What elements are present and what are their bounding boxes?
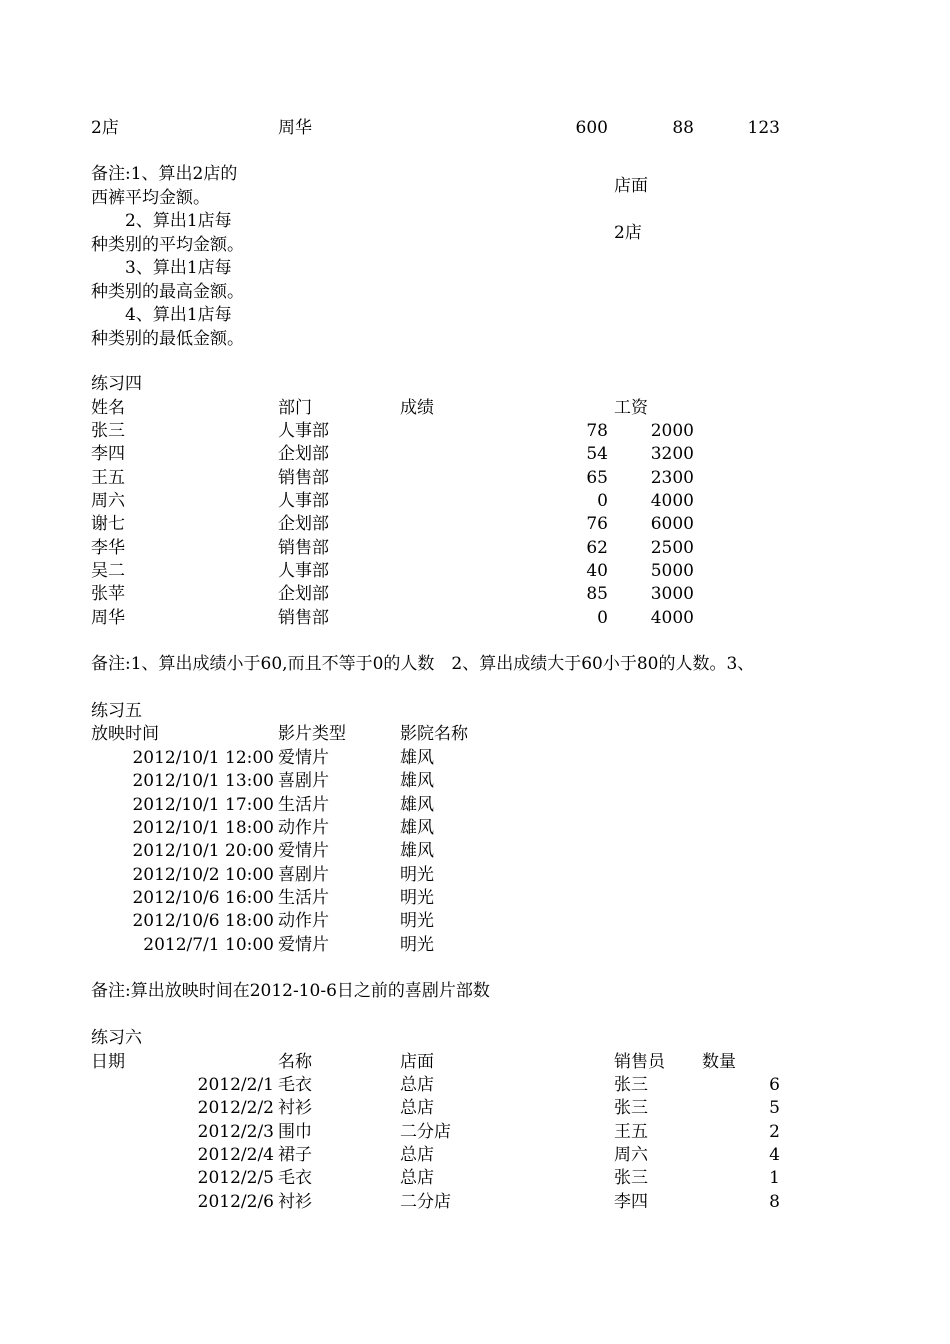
note-1-line: 4、算出1店每 [91, 305, 232, 325]
ex4-cell-score: 76 [586, 514, 608, 534]
ex4-header-name: 姓名 [91, 398, 125, 418]
ex6-cell-qty: 5 [769, 1098, 780, 1118]
ex4-cell-salary: 3200 [650, 444, 694, 464]
ex4-cell-name: 张三 [91, 421, 125, 441]
ex5-cell-type: 爱情片 [278, 935, 329, 955]
ex6-cell-seller: 李四 [614, 1192, 648, 1212]
ex4-cell-dept: 企划部 [278, 584, 329, 604]
ex5-cell-time: 2012/10/1 17:00 [132, 795, 274, 815]
ex6-cell-seller: 周六 [614, 1145, 648, 1165]
ex4-cell-name: 张苹 [91, 584, 125, 604]
ex4-cell-dept: 销售部 [278, 608, 329, 628]
ex6-cell-date: 2012/2/1 [197, 1075, 274, 1095]
ex5-cell-cinema: 雄风 [400, 795, 434, 815]
ex6-header-qty: 数量 [702, 1052, 736, 1072]
ex5-cell-type: 动作片 [278, 818, 329, 838]
ex5-cell-cinema: 雄风 [400, 841, 434, 861]
ex6-cell-qty: 2 [769, 1122, 780, 1142]
ex5-cell-time: 2012/10/2 10:00 [132, 865, 274, 885]
ex5-note: 备注:算出放映时间在2012-10-6日之前的喜剧片部数 [91, 981, 490, 1001]
ex5-cell-type: 生活片 [278, 795, 329, 815]
ex5-title: 练习五 [91, 701, 142, 721]
ex6-cell-qty: 8 [769, 1192, 780, 1212]
ex4-cell-salary: 4000 [650, 608, 694, 628]
note-1-line: 种类别的平均金额。 [91, 234, 244, 255]
top-row-value-1: 600 [575, 118, 608, 138]
ex5-cell-type: 喜剧片 [278, 771, 329, 791]
ex4-cell-score: 0 [597, 491, 608, 511]
ex4-cell-salary: 2000 [650, 421, 694, 441]
ex6-cell-qty: 6 [769, 1075, 780, 1095]
ex4-cell-score: 85 [586, 584, 608, 604]
ex6-header-item: 名称 [278, 1052, 312, 1072]
ex4-cell-salary: 6000 [650, 514, 694, 534]
note-1-line: 西裤平均金额。 [91, 187, 210, 208]
ex4-cell-salary: 5000 [650, 561, 694, 581]
note-1-line: 种类别的最低金额。 [91, 328, 244, 349]
ex4-cell-name: 李四 [91, 444, 125, 464]
ex5-cell-time: 2012/10/1 13:00 [132, 771, 274, 791]
ex5-cell-time: 2012/10/6 16:00 [132, 888, 274, 908]
ex5-cell-type: 爱情片 [278, 841, 329, 861]
ex5-cell-type: 喜剧片 [278, 865, 329, 885]
ex4-title: 练习四 [91, 374, 142, 394]
ex6-header-date: 日期 [91, 1052, 125, 1072]
ex4-cell-dept: 企划部 [278, 444, 329, 464]
ex4-cell-score: 54 [586, 444, 608, 464]
ex5-cell-cinema: 雄风 [400, 748, 434, 768]
ex6-title: 练习六 [91, 1028, 142, 1048]
top-row-value-2: 88 [672, 118, 694, 138]
criteria-header: 店面 [614, 176, 648, 196]
ex4-cell-name: 谢七 [91, 514, 125, 534]
note-1-line: 3、算出1店每 [91, 258, 232, 278]
criteria-value: 2店 [614, 223, 642, 243]
ex6-cell-item: 毛衣 [278, 1075, 312, 1095]
note-1-line: 备注:1、算出2店的 [91, 164, 238, 184]
ex5-cell-cinema: 雄风 [400, 818, 434, 838]
ex5-cell-time: 2012/10/1 20:00 [132, 841, 274, 861]
note-1-line: 2、算出1店每 [91, 211, 232, 231]
ex6-cell-date: 2012/2/3 [197, 1122, 274, 1142]
note-1-line: 种类别的最高金额。 [91, 281, 244, 302]
ex6-cell-seller: 张三 [614, 1098, 648, 1118]
ex4-cell-score: 65 [586, 468, 608, 488]
ex4-cell-score: 78 [586, 421, 608, 441]
ex5-cell-time: 2012/10/1 12:00 [132, 748, 274, 768]
ex6-cell-date: 2012/2/6 [197, 1192, 274, 1212]
ex4-cell-name: 吴二 [91, 561, 125, 581]
ex4-cell-name: 李华 [91, 538, 125, 558]
ex4-cell-score: 40 [586, 561, 608, 581]
ex4-cell-salary: 2500 [650, 538, 694, 558]
ex4-header-dept: 部门 [278, 398, 312, 418]
ex6-cell-store: 二分店 [400, 1122, 451, 1142]
ex6-cell-store: 总店 [400, 1075, 434, 1095]
ex6-header-seller: 销售员 [614, 1052, 665, 1072]
ex5-cell-type: 动作片 [278, 911, 329, 931]
ex4-cell-dept: 人事部 [278, 421, 329, 441]
ex4-cell-salary: 2300 [650, 468, 694, 488]
ex5-cell-cinema: 明光 [400, 865, 434, 885]
ex6-cell-qty: 4 [769, 1145, 780, 1165]
ex6-cell-item: 衬衫 [278, 1192, 312, 1212]
ex4-cell-score: 0 [597, 608, 608, 628]
ex5-cell-cinema: 明光 [400, 888, 434, 908]
ex4-cell-name: 王五 [91, 468, 125, 488]
top-row-value-3: 123 [747, 118, 780, 138]
ex6-cell-store: 总店 [400, 1145, 434, 1165]
top-row-person: 周华 [278, 118, 312, 138]
ex6-cell-item: 衬衫 [278, 1098, 312, 1118]
note-1-block [91, 163, 263, 351]
ex6-cell-seller: 王五 [614, 1122, 648, 1142]
ex6-cell-date: 2012/2/5 [197, 1168, 274, 1188]
ex5-header-cinema: 影院名称 [400, 724, 468, 744]
ex4-header-salary: 工资 [614, 398, 648, 418]
ex4-cell-dept: 人事部 [278, 491, 329, 511]
ex4-cell-salary: 3000 [650, 584, 694, 604]
ex6-cell-item: 围巾 [278, 1122, 312, 1142]
ex5-cell-cinema: 明光 [400, 911, 434, 931]
ex4-cell-dept: 销售部 [278, 538, 329, 558]
ex6-cell-date: 2012/2/4 [197, 1145, 274, 1165]
top-row-store: 2店 [91, 118, 119, 138]
ex5-cell-time: 2012/7/1 10:00 [143, 935, 274, 955]
ex6-cell-store: 总店 [400, 1098, 434, 1118]
ex4-cell-dept: 企划部 [278, 514, 329, 534]
ex5-cell-cinema: 明光 [400, 935, 434, 955]
ex6-cell-store: 总店 [400, 1168, 434, 1188]
ex4-header-score: 成绩 [400, 398, 434, 418]
ex5-cell-time: 2012/10/6 18:00 [132, 911, 274, 931]
ex6-header-store: 店面 [400, 1052, 434, 1072]
ex6-cell-item: 毛衣 [278, 1168, 312, 1188]
ex4-note: 备注:1、算出成绩小于60,而且不等于0的人数 2、算出成绩大于60小于80的人数。3、 [91, 654, 755, 674]
ex6-cell-item: 裙子 [278, 1145, 312, 1165]
ex4-cell-salary: 4000 [650, 491, 694, 511]
ex5-cell-type: 生活片 [278, 888, 329, 908]
ex5-cell-cinema: 雄风 [400, 771, 434, 791]
ex4-cell-name: 周华 [91, 608, 125, 628]
ex4-cell-dept: 人事部 [278, 561, 329, 581]
ex5-header-time: 放映时间 [91, 724, 159, 744]
ex5-cell-time: 2012/10/1 18:00 [132, 818, 274, 838]
ex5-cell-type: 爱情片 [278, 748, 329, 768]
ex5-header-type: 影片类型 [278, 724, 346, 744]
ex6-cell-store: 二分店 [400, 1192, 451, 1212]
ex4-cell-dept: 销售部 [278, 468, 329, 488]
ex4-cell-name: 周六 [91, 491, 125, 511]
ex4-cell-score: 62 [586, 538, 608, 558]
ex6-cell-qty: 1 [769, 1168, 780, 1188]
ex6-cell-seller: 张三 [614, 1075, 648, 1095]
ex6-cell-seller: 张三 [614, 1168, 648, 1188]
ex6-cell-date: 2012/2/2 [197, 1098, 274, 1118]
